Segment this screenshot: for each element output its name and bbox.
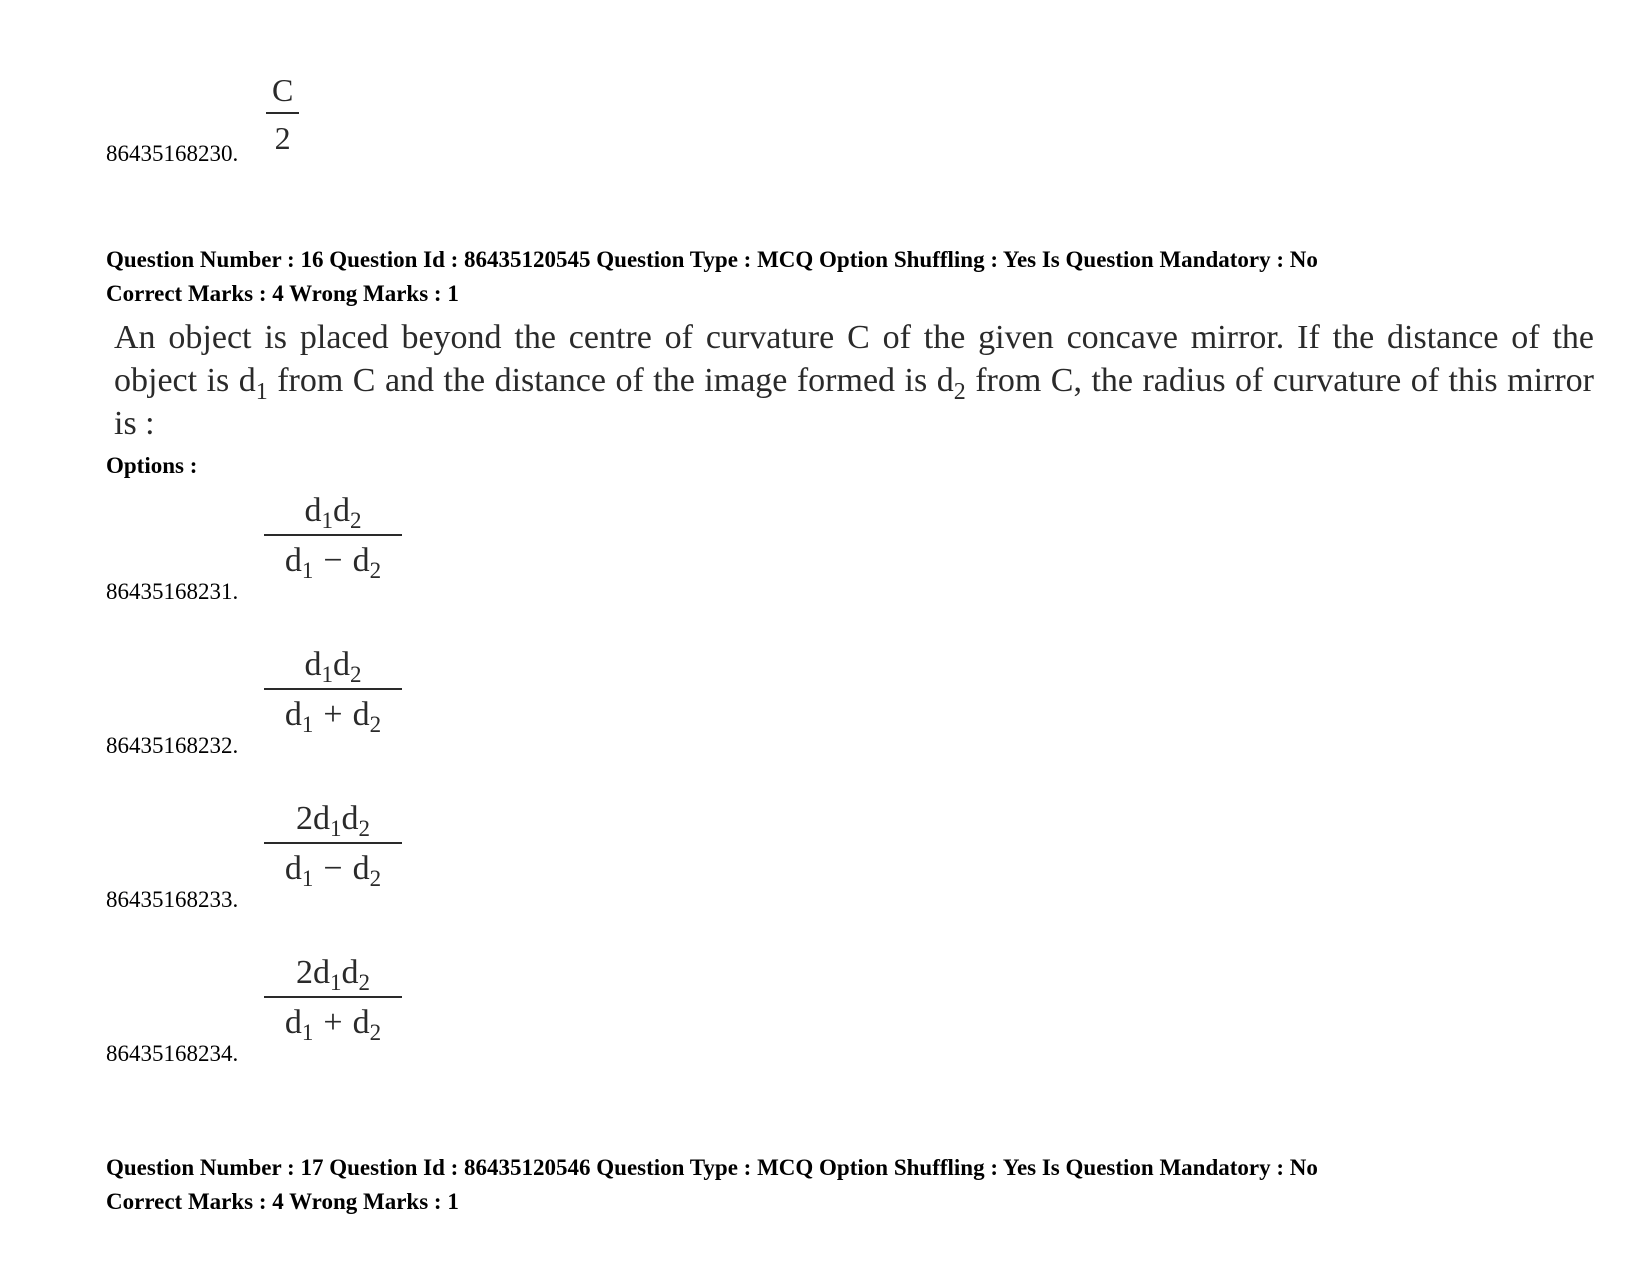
subscript: 2 bbox=[953, 379, 966, 405]
option-id: 86435168231. bbox=[106, 579, 239, 604]
question-17-marks: Correct Marks : 4 Wrong Marks : 1 bbox=[106, 1189, 459, 1214]
formula-numerator: $2d_1d_2$ bbox=[296, 954, 370, 995]
question-16-text bbox=[114, 316, 1594, 445]
option-formula bbox=[264, 646, 402, 737]
formula-denominator: $d_1 + d_2$ bbox=[284, 1004, 382, 1045]
formula-denominator: $d_1 - d_2$ bbox=[284, 850, 382, 891]
question-17-meta: Question Number : 17 Question Id : 86435120546 Question Type : MCQ Option Shuffling : Yes Is Question Mandatory : No bbox=[106, 1155, 1318, 1180]
formula-numerator: $d_1d_2$ bbox=[304, 646, 362, 687]
formula-numerator: $2d_1d_2$ bbox=[296, 800, 370, 841]
option-id-prev: 86435168230. bbox=[106, 141, 239, 166]
question-text-part: from C, the radius of curvature of this mirror is : bbox=[114, 362, 1594, 442]
formula-denominator: $d_1 + d_2$ bbox=[284, 696, 382, 737]
options-label: Options : bbox=[106, 453, 198, 478]
question-16-meta: Question Number : 16 Question Id : 86435120545 Question Type : MCQ Option Shuffling : Yes Is Question Mandatory : No bbox=[106, 247, 1318, 272]
option-id: 86435168232. bbox=[106, 733, 239, 758]
option-formula bbox=[264, 492, 402, 583]
option-formula bbox=[264, 800, 402, 891]
question-16-marks: Correct Marks : 4 Wrong Marks : 1 bbox=[106, 281, 459, 306]
formula-numerator: $d_1d_2$ bbox=[304, 492, 362, 533]
option-formula-prev bbox=[266, 74, 299, 154]
question-text-part: from C and the distance of the image formed is d bbox=[267, 362, 954, 399]
question-text-part: An object is placed beyond the centre of curvature C of the given concave mirror. If the distance of the object is d bbox=[114, 319, 1594, 399]
formula-denominator: 2 bbox=[274, 120, 291, 156]
formula-denominator: $d_1 - d_2$ bbox=[284, 542, 382, 583]
option-formula bbox=[264, 954, 402, 1045]
option-id: 86435168233. bbox=[106, 887, 239, 912]
formula-numerator: C bbox=[272, 72, 294, 108]
option-id: 86435168234. bbox=[106, 1041, 239, 1066]
subscript: 1 bbox=[255, 379, 268, 405]
